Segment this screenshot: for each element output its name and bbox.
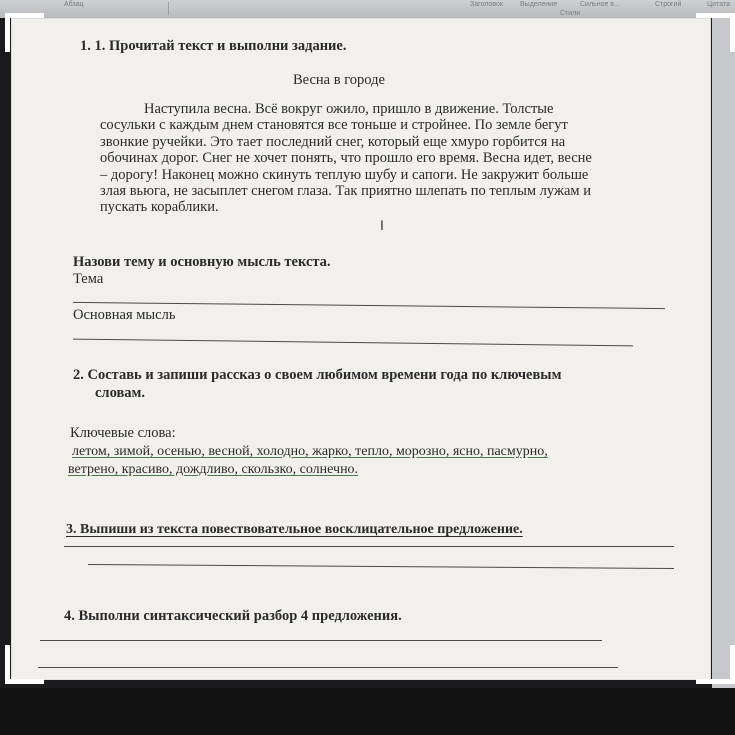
- window-background: [712, 18, 735, 688]
- reading-text: [100, 101, 660, 216]
- word-ribbon: [0, 0, 735, 18]
- ribbon-divider: [168, 2, 169, 15]
- monitor-bezel: [0, 688, 735, 735]
- text-line: Наступила весна. Всё вокруг ожило, пришло в движение. Толстые: [144, 101, 554, 117]
- scan-frame-corner-bottom-left: [5, 645, 44, 684]
- task2-line2: словам.: [95, 385, 146, 401]
- keywords-label: Ключевые слова:: [70, 425, 176, 441]
- ribbon-style-heading[interactable]: Заголовок: [470, 1, 503, 8]
- task2-line1: 2. Составь и запиши рассказ о своем любимом времени года по ключевым: [73, 367, 562, 383]
- ribbon-style-strong-emphasis[interactable]: Сильное в...: [580, 1, 620, 8]
- ribbon-styles-group-label: Стили: [560, 10, 581, 17]
- keywords-line1: летом, зимой, осенью, весной, холодно, жарко, тепло, морозно, ясно, пасмурно,: [72, 444, 548, 459]
- text-line: сосульки с каждым днем становятся все тоньше и стройнее. По земле бегут: [100, 117, 568, 134]
- ribbon-style-strict[interactable]: Строгий: [655, 1, 682, 8]
- ribbon-style-quote[interactable]: Цитата: [707, 1, 730, 8]
- scan-frame-corner-bottom-right: [696, 645, 735, 684]
- text-line: звонкие ручейки. Это тает последний снег, который еще хмуро горбится на: [100, 133, 566, 150]
- text-line: пускать кораблики.: [100, 199, 219, 216]
- task4-answer-line-1[interactable]: [40, 640, 602, 641]
- text-line: – дорогу! Наконец можно скинуть теплую шубу и сапоги. Не закружит больше: [100, 166, 589, 183]
- task1-heading: 1. 1. Прочитай текст и выполни задание.: [80, 38, 347, 54]
- keywords-line2: ветрено, красиво, дождливо, скользко, солнечно.: [68, 462, 359, 477]
- task4-heading: 4. Выполни синтаксический разбор 4 предложения.: [64, 608, 402, 624]
- ribbon-paragraph-label[interactable]: Абзац: [64, 1, 84, 8]
- text-line: обочинах дорог. Снег не хочет понять, что прошло его время. Весна идет, весне: [100, 150, 592, 167]
- theme-label: Тема: [73, 271, 104, 287]
- task3-rule-line: [64, 546, 674, 547]
- text-cursor-icon: I: [380, 217, 384, 233]
- ribbon-style-emphasis[interactable]: Выделение: [520, 1, 558, 8]
- task4-answer-line-2[interactable]: [38, 667, 618, 668]
- scan-frame-corner-top-right: [696, 13, 735, 52]
- text-title: Весна в городе: [293, 72, 385, 88]
- text-line: злая вьюга, не засыплет снегом глаза. Так приятно шлепать по теплым лужам и: [100, 183, 591, 200]
- main-idea-label: Основная мысль: [73, 307, 176, 323]
- task1-question: Назови тему и основную мысль текста.: [73, 254, 331, 270]
- task3-heading: 3. Выпиши из текста повествовательное восклицательное предложение.: [66, 522, 523, 537]
- scan-frame-corner-top-left: [5, 13, 44, 52]
